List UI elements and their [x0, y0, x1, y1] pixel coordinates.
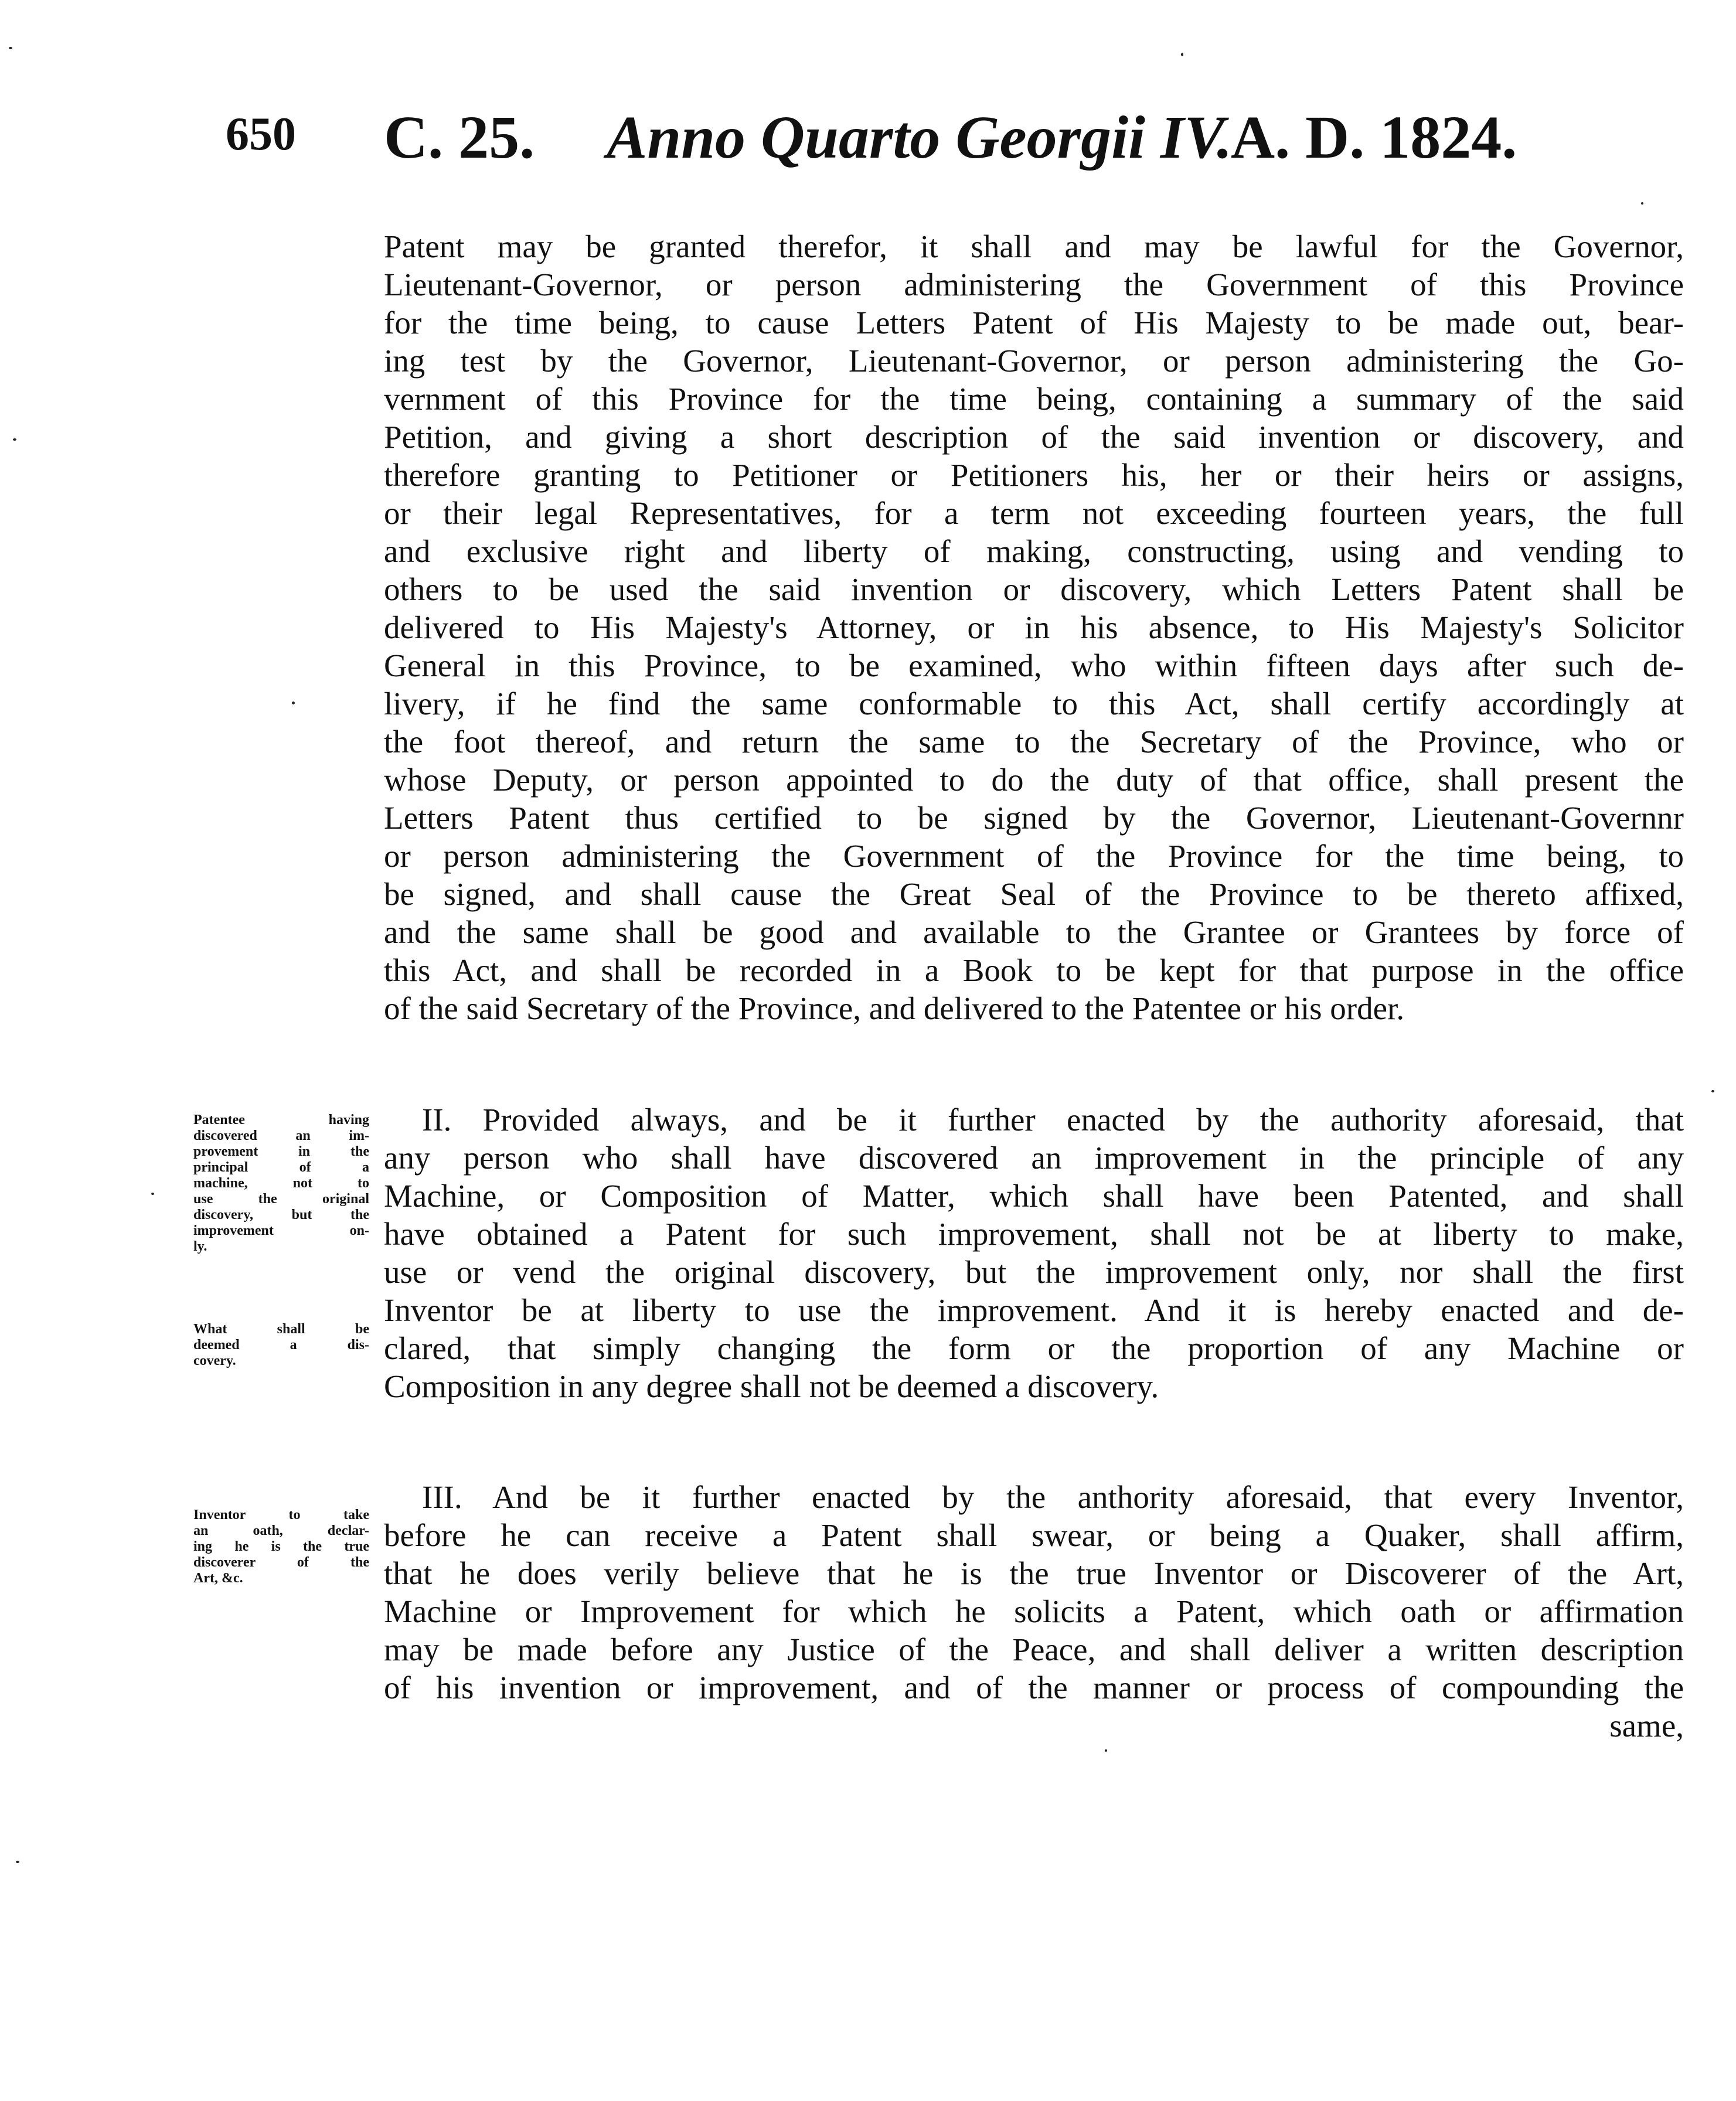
scan-speck: [1105, 1749, 1107, 1752]
text-line: delivered to His Majesty's Attorney, or in his absence, to His Majesty's Solicitor: [384, 609, 1684, 645]
text-line: this Act, and shall be recorded in a Book to be kept for that purpose in the office: [384, 952, 1684, 988]
margin-note-line: ly.: [193, 1239, 207, 1254]
scan-speck: [1181, 53, 1183, 56]
margin-note-line: ing he is the true: [193, 1539, 369, 1554]
margin-note-line: principal of a: [193, 1160, 369, 1175]
section-ii: [384, 1101, 1684, 1405]
year: A. D. 1824.: [1231, 104, 1517, 171]
text-line: clared, that simply changing the form or the proportion of any Machine or: [384, 1330, 1684, 1366]
margin-note-line: Inventor to take: [193, 1507, 369, 1523]
text-line: that he does verily believe that he is the true Inventor or Discoverer of the Art,: [384, 1555, 1684, 1591]
paragraph-continued: [384, 227, 1684, 1027]
text-line: Petition, and giving a short description of the said invention or discovery, and: [384, 419, 1684, 455]
text-line: use or vend the original discovery, but the improvement only, nor shall the first: [384, 1254, 1684, 1290]
text-line: whose Deputy, or person appointed to do the duty of that office, shall present the: [384, 762, 1684, 798]
text-line: the foot thereof, and return the same to the Secretary of the Province, who or: [384, 724, 1684, 760]
scan-speck: [16, 1861, 19, 1863]
scan-speck: [151, 1193, 154, 1195]
text-line: III. And be it further enacted by the anthority aforesaid, that every Inventor,: [422, 1479, 1684, 1515]
margin-note-line: discoverer of the: [193, 1555, 369, 1570]
text-line: before he can receive a Patent shall swear, or being a Quaker, shall affirm,: [384, 1517, 1684, 1553]
scan-speck: [9, 47, 12, 49]
text-line: Machine, or Composition of Matter, which shall have been Patented, and shall: [384, 1178, 1684, 1214]
text-line: be signed, and shall cause the Great Seal of the Province to be thereto affixed,: [384, 876, 1684, 912]
text-line: Letters Patent thus certified to be signed by the Governor, Lieutenant-Governnr: [384, 800, 1684, 836]
margin-note-line: discovery, but the: [193, 1207, 369, 1223]
scan-speck: [1641, 202, 1643, 205]
scan-speck: [13, 438, 16, 441]
text-line: vernment of this Province for the time being, containing a summary of the said: [384, 381, 1684, 417]
margin-note-line: an oath, declar-: [193, 1523, 369, 1538]
text-line: and exclusive right and liberty of making, constructing, using and vending to: [384, 533, 1684, 569]
text-line: livery, if he find the same conformable to this Act, shall certify accordingly at: [384, 686, 1684, 721]
text-line: others to be used the said invention or discovery, which Letters Patent shall be: [384, 571, 1684, 607]
margin-note-line: machine, not to: [193, 1176, 369, 1191]
text-line: Machine or Improvement for which he solicits a Patent, which oath or affirmation: [384, 1593, 1684, 1629]
text-line: therefore granting to Petitioner or Petitioners his, her or their heirs or assigns,: [384, 457, 1684, 493]
text-line: II. Provided always, and be it further enacted by the authority aforesaid, that: [422, 1102, 1684, 1138]
margin-note-improvement: [193, 1112, 369, 1255]
text-line: for the time being, to cause Letters Patent of His Majesty to be made out, bear-: [384, 305, 1684, 340]
scan-speck: [1711, 1090, 1714, 1092]
text-line: have obtained a Patent for such improvement, shall not be at liberty to make,: [384, 1216, 1684, 1252]
margin-note-line: covery.: [193, 1353, 236, 1368]
regnal-year: Anno Quarto Georgii IV.: [607, 104, 1233, 171]
text-line: and the same shall be good and available to the Grantee or Grantees by force of: [384, 914, 1684, 950]
text-line: General in this Province, to be examined, who within fifteen days after such de-: [384, 648, 1684, 683]
text-line: or person administering the Government of the Province for the time being, to: [384, 838, 1684, 874]
chapter-number: C. 25.: [384, 104, 535, 171]
scan-speck: [292, 702, 295, 704]
text-line: of the said Secretary of the Province, and delivered to the Patentee or his order.: [384, 990, 1405, 1026]
text-line: any person who shall have discovered an improvement in the principle of any: [384, 1140, 1684, 1176]
margin-note-line: deemed a dis-: [193, 1337, 369, 1353]
text-line: Composition in any degree shall not be deemed a discovery.: [384, 1368, 1159, 1404]
text-line: or their legal Representatives, for a term not exceeding fourteen years, the full: [384, 495, 1684, 531]
page-number: 650: [226, 108, 296, 160]
margin-note-discovery: [193, 1322, 369, 1369]
margin-note-line: Patentee having: [193, 1112, 369, 1128]
text-line: may be made before any Justice of the Peace, and shall deliver a written description: [384, 1632, 1684, 1667]
margin-note-line: What shall be: [193, 1322, 369, 1337]
text-line: Patent may be granted therefor, it shall and may be lawful for the Governor,: [384, 229, 1684, 264]
margin-note-line: Art, &c.: [193, 1571, 243, 1586]
section-iii: [384, 1478, 1684, 1745]
margin-note-line: improvement on-: [193, 1223, 369, 1238]
margin-note-line: discovered an im-: [193, 1128, 369, 1143]
text-line: ing test by the Governor, Lieutenant-Governor, or person administering the Go-: [384, 343, 1684, 379]
margin-note-line: use the original: [193, 1191, 369, 1207]
catchword: same,: [1609, 1708, 1684, 1744]
margin-note-line: provement in the: [193, 1144, 369, 1159]
running-header: [226, 97, 1691, 179]
text-line: Lieutenant-Governor, or person administering the Government of this Province: [384, 267, 1684, 302]
text-line: Inventor be at liberty to use the improvement. And it is hereby enacted and de-: [384, 1292, 1684, 1328]
text-line: of his invention or improvement, and of the manner or process of compounding the: [384, 1670, 1684, 1705]
margin-note-oath: [193, 1507, 369, 1586]
